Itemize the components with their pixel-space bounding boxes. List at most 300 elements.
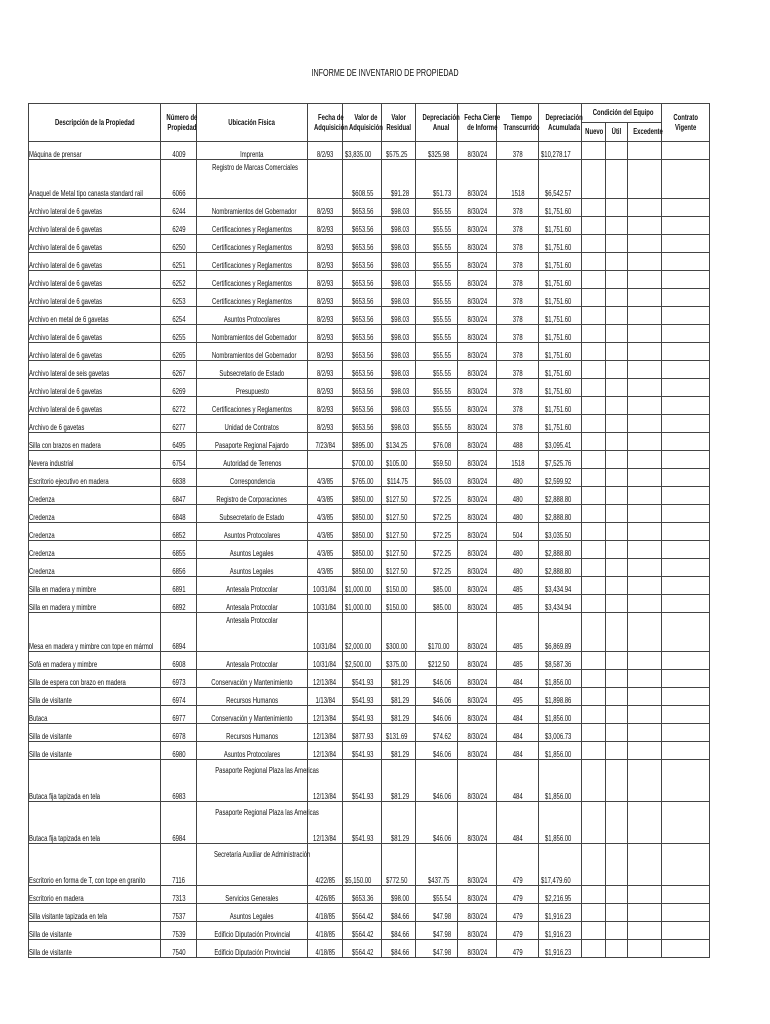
cell-excedente [628,343,662,361]
cell-fecha-cierre: 8/30/24 [458,523,497,541]
cell-depreciacion-acumulada: $6,869.89 [539,613,582,652]
cell-fecha-cierre: 8/30/24 [458,343,497,361]
cell-nuevo [582,397,606,415]
cell-depreciacion-anual: $325.98 [416,142,458,160]
table-row [29,469,710,487]
cell-depreciacion-anual: $51.73 [416,160,458,199]
cell-fecha-cierre: 8/30/24 [458,904,497,922]
table-row [29,253,710,271]
cell-tiempo: 378 [497,289,539,307]
cell-numero: 6254 [161,307,197,325]
cell-excedente [628,325,662,343]
cell-depreciacion-acumulada: $1,856.00 [539,706,582,724]
cell-util [606,541,628,559]
cell-contrato [662,415,710,433]
table-row [29,706,710,724]
cell-depreciacion-anual: $47.98 [416,940,458,958]
cell-residual: $131.69 [382,724,416,742]
cell-tiempo: 485 [497,577,539,595]
cell-tiempo: 484 [497,706,539,724]
cell-valor: $653.36 [343,886,382,904]
table-row [29,670,710,688]
cell-nuevo [582,451,606,469]
cell-nuevo [582,706,606,724]
cell-depreciacion-anual: $72.25 [416,523,458,541]
cell-excedente [628,688,662,706]
cell-nuevo [582,802,606,844]
cell-util [606,670,628,688]
cell-nuevo [582,922,606,940]
cell-util [606,577,628,595]
cell-numero: 6977 [161,706,197,724]
cell-fecha: 4/3/85 [308,487,343,505]
cell-depreciacion-anual: $85.00 [416,595,458,613]
cell-numero: 6908 [161,652,197,670]
cell-contrato [662,271,710,289]
cell-descripcion: Escritorio en forma de T, con tope en granito [29,844,161,886]
cell-fecha-cierre: 8/30/24 [458,361,497,379]
cell-tiempo: 480 [497,541,539,559]
table-row [29,742,710,760]
table-row [29,541,710,559]
cell-ubicacion: Correspondencia [197,469,308,487]
cell-tiempo: 484 [497,802,539,844]
cell-valor: $564.42 [343,904,382,922]
cell-numero: 6249 [161,217,197,235]
cell-util [606,253,628,271]
cell-tiempo: 485 [497,595,539,613]
cell-residual: $84.66 [382,922,416,940]
cell-fecha: 4/18/85 [308,922,343,940]
cell-depreciacion-acumulada: $3,006.73 [539,724,582,742]
cell-util [606,289,628,307]
cell-fecha: 4/18/85 [308,940,343,958]
cell-numero: 7537 [161,904,197,922]
cell-valor: $850.00 [343,541,382,559]
cell-fecha: 8/2/93 [308,415,343,433]
cell-ubicacion: Autoridad de Terrenos [197,451,308,469]
table-row [29,523,710,541]
cell-excedente [628,160,662,199]
cell-excedente [628,451,662,469]
table-row [29,235,710,253]
cell-nuevo [582,940,606,958]
cell-tiempo: 378 [497,199,539,217]
cell-tiempo: 378 [497,253,539,271]
cell-tiempo: 480 [497,559,539,577]
cell-nuevo [582,235,606,253]
cell-contrato [662,523,710,541]
cell-depreciacion-acumulada: $1,916.23 [539,904,582,922]
cell-util [606,343,628,361]
cell-descripcion: Archivo lateral de 6 gavetas [29,235,161,253]
cell-contrato [662,397,710,415]
cell-depreciacion-anual: $55.55 [416,415,458,433]
cell-residual: $150.00 [382,595,416,613]
cell-descripcion: Silla de espera con brazo en madera [29,670,161,688]
cell-nuevo [582,271,606,289]
cell-excedente [628,505,662,523]
table-row [29,613,710,652]
cell-numero: 6847 [161,487,197,505]
cell-valor: $653.56 [343,253,382,271]
cell-tiempo: 378 [497,397,539,415]
cell-fecha-cierre: 8/30/24 [458,451,497,469]
cell-residual: $84.66 [382,904,416,922]
cell-contrato [662,922,710,940]
header-numero: Número de Propiedad [161,104,197,142]
cell-depreciacion-anual: $55.55 [416,271,458,289]
cell-fecha-cierre: 8/30/24 [458,325,497,343]
header-util: Útil [606,123,628,142]
cell-nuevo [582,487,606,505]
cell-ubicacion: Edificio Diputación Provincial [197,940,308,958]
cell-depreciacion-acumulada: $1,856.00 [539,802,582,844]
cell-fecha: 12/13/84 [308,802,343,844]
cell-fecha: 10/31/84 [308,595,343,613]
cell-fecha-cierre: 8/30/24 [458,142,497,160]
cell-numero: 6978 [161,724,197,742]
cell-fecha: 4/26/85 [308,886,343,904]
cell-residual: $98.03 [382,271,416,289]
cell-numero: 6891 [161,577,197,595]
cell-fecha: 12/13/84 [308,670,343,688]
cell-depreciacion-anual: $55.55 [416,379,458,397]
cell-excedente [628,271,662,289]
cell-tiempo: 485 [497,652,539,670]
cell-fecha: 8/2/93 [308,271,343,289]
cell-descripcion: Butaca [29,706,161,724]
cell-numero: 6253 [161,289,197,307]
table-row [29,307,710,325]
cell-depreciacion-acumulada: $1,751.60 [539,253,582,271]
cell-descripcion: Archivo lateral de 6 gavetas [29,343,161,361]
cell-residual: $575.25 [382,142,416,160]
cell-residual: $98.03 [382,343,416,361]
cell-depreciacion-anual: $55.54 [416,886,458,904]
cell-numero: 6252 [161,271,197,289]
cell-contrato [662,325,710,343]
header-tiempo: Tiempo Transcurrido [497,104,539,142]
cell-depreciacion-acumulada: $1,856.00 [539,670,582,688]
cell-excedente [628,706,662,724]
table-row [29,343,710,361]
cell-numero: 6852 [161,523,197,541]
cell-ubicacion: Conservación y Mantenimiento [197,706,308,724]
cell-valor: $653.56 [343,397,382,415]
cell-residual: $375.00 [382,652,416,670]
table-row [29,844,710,886]
cell-residual: $98.03 [382,379,416,397]
cell-depreciacion-acumulada: $1,751.60 [539,271,582,289]
cell-ubicacion: Certificaciones y Reglamentos [197,253,308,271]
cell-descripcion: Archivo lateral de 6 gavetas [29,325,161,343]
cell-nuevo [582,253,606,271]
cell-descripcion: Archivo lateral de 6 gavetas [29,217,161,235]
cell-tiempo: 479 [497,922,539,940]
cell-util [606,904,628,922]
cell-nuevo [582,613,606,652]
cell-util [606,688,628,706]
cell-valor: $564.42 [343,940,382,958]
cell-depreciacion-anual: $46.06 [416,760,458,802]
cell-tiempo: 479 [497,886,539,904]
cell-nuevo [582,886,606,904]
cell-ubicacion: Pasaporte Regional Plaza las Americas [197,802,308,844]
cell-descripcion: Credenza [29,487,161,505]
cell-depreciacion-acumulada: $1,751.60 [539,217,582,235]
cell-numero: 6265 [161,343,197,361]
cell-util [606,613,628,652]
cell-tiempo: 479 [497,844,539,886]
cell-contrato [662,742,710,760]
cell-depreciacion-acumulada: $2,599.92 [539,469,582,487]
cell-depreciacion-anual: $55.55 [416,289,458,307]
cell-ubicacion: Asuntos Legales [197,559,308,577]
cell-tiempo: 378 [497,379,539,397]
cell-excedente [628,415,662,433]
cell-nuevo [582,670,606,688]
cell-depreciacion-acumulada: $1,751.60 [539,289,582,307]
table-row [29,760,710,802]
cell-fecha: 8/2/93 [308,361,343,379]
cell-tiempo: 484 [497,724,539,742]
cell-depreciacion-acumulada: $6,542.57 [539,160,582,199]
cell-descripcion: Credenza [29,505,161,523]
cell-contrato [662,844,710,886]
cell-contrato [662,595,710,613]
table-row [29,433,710,451]
cell-descripcion: Silla visitante tapizada en tela [29,904,161,922]
cell-numero: 4009 [161,142,197,160]
cell-ubicacion: Pasaporte Regional Fajardo [197,433,308,451]
table-row [29,652,710,670]
cell-depreciacion-acumulada: $1,751.60 [539,307,582,325]
cell-numero: 6892 [161,595,197,613]
cell-excedente [628,199,662,217]
cell-tiempo: 484 [497,742,539,760]
cell-ubicacion: Nombramientos del Gobernador [197,199,308,217]
cell-depreciacion-anual: $212.50 [416,652,458,670]
cell-tiempo: 479 [497,904,539,922]
cell-residual: $98.03 [382,253,416,271]
cell-contrato [662,904,710,922]
cell-numero: 6255 [161,325,197,343]
cell-nuevo [582,559,606,577]
cell-residual: $98.03 [382,307,416,325]
cell-depreciacion-acumulada: $10,278.17 [539,142,582,160]
cell-excedente [628,289,662,307]
cell-tiempo: 480 [497,505,539,523]
cell-fecha-cierre: 8/30/24 [458,670,497,688]
cell-descripcion: Archivo lateral de 6 gavetas [29,199,161,217]
cell-numero: 6269 [161,379,197,397]
cell-ubicacion: Recursos Humanos [197,688,308,706]
cell-depreciacion-anual: $170.00 [416,613,458,652]
cell-contrato [662,760,710,802]
cell-descripcion: Archivo en metal de 6 gavetas [29,307,161,325]
cell-contrato [662,613,710,652]
cell-util [606,142,628,160]
cell-contrato [662,886,710,904]
cell-fecha: 8/2/93 [308,142,343,160]
table-row [29,505,710,523]
cell-ubicacion: Asuntos Legales [197,904,308,922]
cell-residual: $81.29 [382,688,416,706]
cell-excedente [628,433,662,451]
cell-nuevo [582,160,606,199]
cell-tiempo: 504 [497,523,539,541]
cell-fecha: 8/2/93 [308,343,343,361]
cell-descripcion: Silla de visitante [29,742,161,760]
cell-excedente [628,253,662,271]
cell-excedente [628,886,662,904]
table-row [29,577,710,595]
cell-numero: 6855 [161,541,197,559]
cell-fecha: 7/23/84 [308,433,343,451]
header-depreciacion-anual: Depreciación Anual [416,104,458,142]
cell-valor: $877.93 [343,724,382,742]
cell-tiempo: 479 [497,940,539,958]
header-excedente: Excedente [628,123,662,142]
cell-util [606,505,628,523]
cell-fecha [308,451,343,469]
cell-ubicacion: Antesala Protocolar [197,652,308,670]
cell-fecha-cierre: 8/30/24 [458,577,497,595]
cell-ubicacion: Certificaciones y Reglamentos [197,217,308,235]
cell-excedente [628,523,662,541]
cell-fecha-cierre: 8/30/24 [458,217,497,235]
cell-descripcion: Archivo lateral de 6 gavetas [29,289,161,307]
header-residual: Valor Residual [382,104,416,142]
cell-excedente [628,844,662,886]
cell-depreciacion-acumulada: $3,434.94 [539,577,582,595]
cell-excedente [628,487,662,505]
cell-tiempo: 484 [497,760,539,802]
cell-depreciacion-anual: $74.62 [416,724,458,742]
cell-contrato [662,289,710,307]
cell-valor: $653.56 [343,235,382,253]
header-nuevo: Nuevo [582,123,606,142]
table-row [29,922,710,940]
cell-valor: $541.93 [343,802,382,844]
cell-fecha: 8/2/93 [308,199,343,217]
cell-descripcion: Archivo lateral de seis gavetas [29,361,161,379]
cell-depreciacion-anual: $46.06 [416,670,458,688]
cell-fecha: 4/3/85 [308,505,343,523]
header-depreciacion-acumulada: Depreciación Acumulada [539,104,582,142]
cell-depreciacion-anual: $55.55 [416,253,458,271]
cell-contrato [662,577,710,595]
cell-util [606,886,628,904]
cell-excedente [628,670,662,688]
cell-util [606,235,628,253]
cell-valor: $541.93 [343,742,382,760]
cell-fecha-cierre: 8/30/24 [458,844,497,886]
cell-depreciacion-anual: $72.25 [416,559,458,577]
cell-depreciacion-acumulada: $1,898.86 [539,688,582,706]
cell-fecha: 12/13/84 [308,742,343,760]
cell-numero: 6973 [161,670,197,688]
cell-ubicacion: Pasaporte Regional Plaza las Americas [197,760,308,802]
table-row [29,487,710,505]
header-fecha: Fecha de Adquisición [308,104,343,142]
cell-fecha-cierre: 8/30/24 [458,379,497,397]
cell-contrato [662,379,710,397]
cell-tiempo: 378 [497,142,539,160]
cell-valor: $653.56 [343,325,382,343]
cell-ubicacion: Conservación y Mantenimiento [197,670,308,688]
cell-descripcion: Silla de visitante [29,940,161,958]
cell-excedente [628,802,662,844]
cell-descripcion: Escritorio ejecutivo en madera [29,469,161,487]
cell-fecha: 4/3/85 [308,559,343,577]
cell-depreciacion-acumulada: $1,751.60 [539,379,582,397]
cell-numero: 6980 [161,742,197,760]
cell-descripcion: Credenza [29,541,161,559]
cell-depreciacion-acumulada: $2,888.80 [539,505,582,523]
cell-contrato [662,307,710,325]
cell-residual: $127.50 [382,541,416,559]
cell-util [606,523,628,541]
cell-descripcion: Máquina de prensar [29,142,161,160]
cell-fecha-cierre: 8/30/24 [458,289,497,307]
cell-fecha: 8/2/93 [308,325,343,343]
cell-depreciacion-acumulada: $1,916.23 [539,940,582,958]
cell-depreciacion-anual: $46.06 [416,802,458,844]
cell-fecha: 4/18/85 [308,904,343,922]
cell-fecha-cierre: 8/30/24 [458,541,497,559]
cell-ubicacion: Edificio Diputación Provincial [197,922,308,940]
cell-util [606,652,628,670]
cell-fecha-cierre: 8/30/24 [458,706,497,724]
cell-depreciacion-acumulada: $1,751.60 [539,343,582,361]
cell-depreciacion-acumulada: $1,751.60 [539,325,582,343]
cell-excedente [628,142,662,160]
cell-contrato [662,361,710,379]
cell-depreciacion-acumulada: $2,216.95 [539,886,582,904]
cell-fecha: 8/2/93 [308,307,343,325]
cell-depreciacion-anual: $55.55 [416,199,458,217]
cell-nuevo [582,217,606,235]
cell-fecha-cierre: 8/30/24 [458,760,497,802]
cell-fecha-cierre: 8/30/24 [458,742,497,760]
cell-residual: $81.29 [382,802,416,844]
cell-residual: $105.00 [382,451,416,469]
cell-valor: $608.55 [343,160,382,199]
cell-depreciacion-anual: $72.25 [416,541,458,559]
cell-contrato [662,505,710,523]
cell-tiempo: 378 [497,343,539,361]
table-row [29,940,710,958]
cell-ubicacion: Subsecretario de Estado [197,505,308,523]
cell-fecha-cierre: 8/30/24 [458,940,497,958]
cell-fecha-cierre: 8/30/24 [458,505,497,523]
cell-util [606,922,628,940]
cell-depreciacion-anual: $47.98 [416,922,458,940]
cell-numero: 6838 [161,469,197,487]
cell-depreciacion-anual: $55.55 [416,217,458,235]
cell-residual: $98.03 [382,361,416,379]
cell-valor: $541.93 [343,760,382,802]
cell-depreciacion-acumulada: $1,751.60 [539,415,582,433]
cell-fecha-cierre: 8/30/24 [458,724,497,742]
cell-depreciacion-acumulada: $1,751.60 [539,361,582,379]
cell-tiempo: 378 [497,325,539,343]
cell-descripcion: Butaca fija tapizada en tela [29,802,161,844]
cell-depreciacion-anual: $46.06 [416,706,458,724]
cell-tiempo: 495 [497,688,539,706]
